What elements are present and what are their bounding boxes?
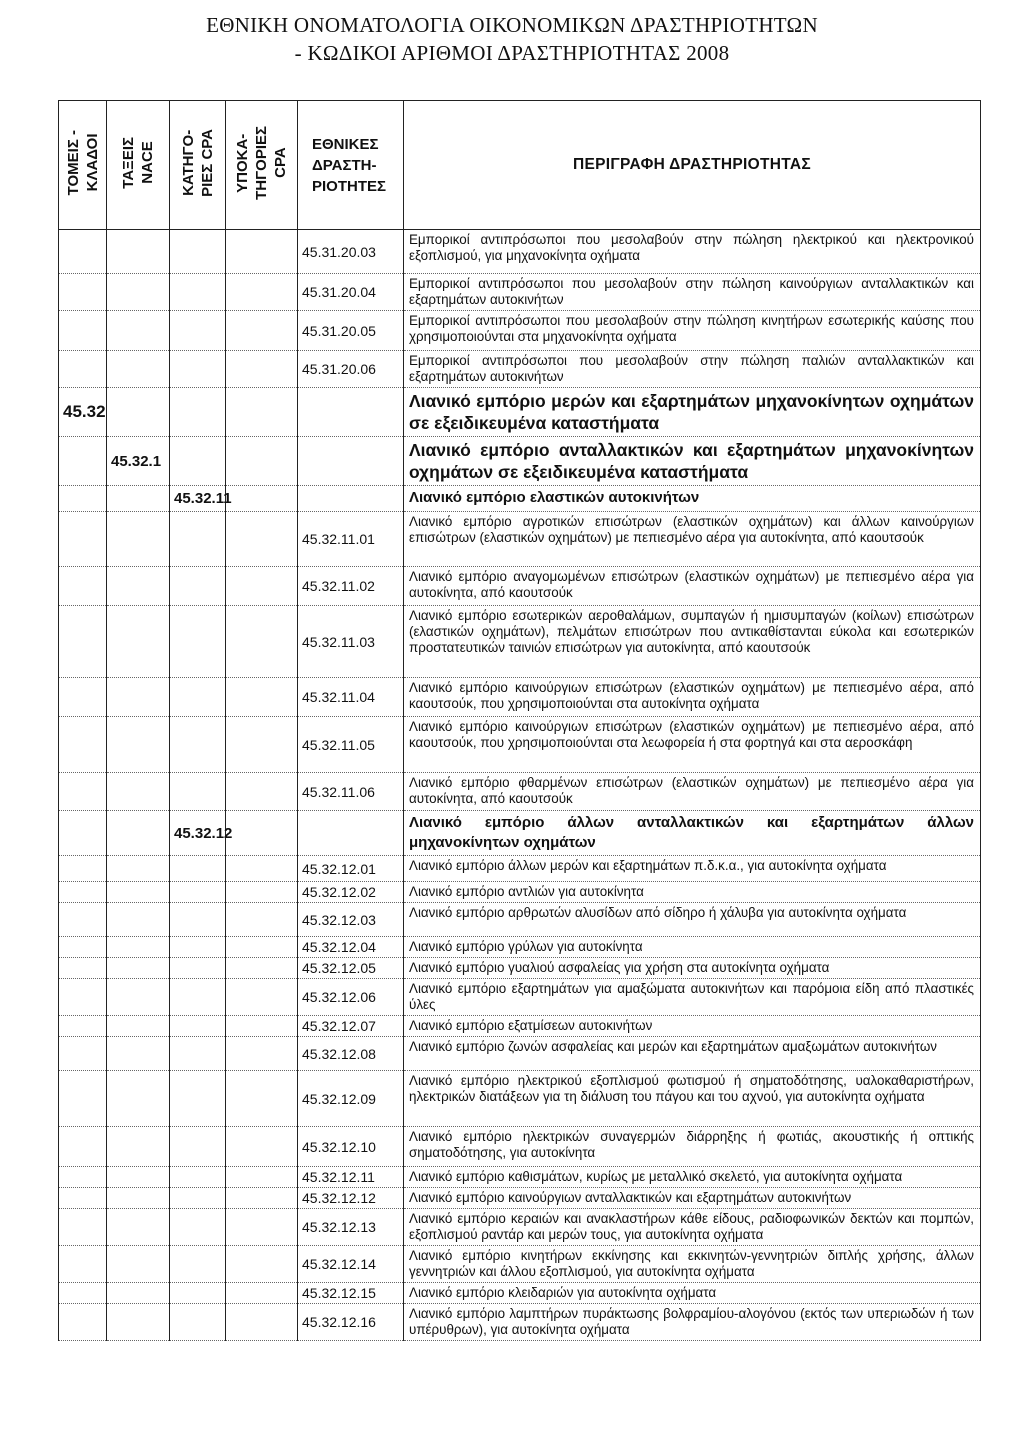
- class-code: [107, 979, 170, 1016]
- national-code: 45.32.11.01: [298, 512, 404, 567]
- activity-description: Λιανικό εμπόριο ελαστικών αυτοκινήτων: [404, 486, 981, 512]
- sector-code: [59, 1188, 107, 1209]
- table-row: [59, 1304, 981, 1341]
- category-code: 45.32.11: [170, 486, 226, 512]
- class-code: [107, 937, 170, 958]
- sector-code: [59, 1127, 107, 1167]
- activity-description: Λιανικό εμπόριο καινούργιων επισώτρων (ελαστικών οχημάτων) με πεπιεσμένο αέρα, από καουτσούκ, που χρησιμοποιούνται στα λεωφορεία ή στα φορτηγά και στα αεροσκάφη: [404, 717, 981, 773]
- class-code: [107, 1167, 170, 1188]
- class-code: [107, 230, 170, 274]
- national-code: 45.32.12.10: [298, 1127, 404, 1167]
- category-code: [170, 1188, 226, 1209]
- national-code: 45.32.12.03: [298, 903, 404, 937]
- sector-code: 45.32: [59, 388, 107, 437]
- subcategory-code: [226, 903, 298, 937]
- subcategory-code: [226, 311, 298, 351]
- table-row: [59, 486, 981, 512]
- sector-code: [59, 1283, 107, 1304]
- table-row: [59, 230, 981, 274]
- sector-code: [59, 773, 107, 811]
- activity-description: Λιανικό εμπόριο φθαρμένων επισώτρων (ελαστικών οχημάτων) με πεπιεσμένο αέρα για αυτοκίνητα, από καουτσούκ: [404, 773, 981, 811]
- national-code: 45.32.12.07: [298, 1016, 404, 1037]
- activity-description: Λιανικό εμπόριο καθισμάτων, κυρίως με μεταλλικό σκελετό, για αυτοκίνητα οχήματα: [404, 1167, 981, 1188]
- class-code: [107, 1127, 170, 1167]
- col-categories-header: ΚΑΤΗΓΟ- ΡΙΕΣ CPA: [170, 101, 226, 230]
- sector-code: [59, 811, 107, 856]
- category-code: [170, 937, 226, 958]
- sector-code: [59, 274, 107, 311]
- category-code: [170, 717, 226, 773]
- col-sectors-header: ΤΟΜΕΙΣ - ΚΛΑΔΟΙ: [59, 101, 107, 230]
- activity-description: Εμπορικοί αντιπρόσωποι που μεσολαβούν στην πώληση παλιών ανταλλακτικών και εξαρτημάτων αυτοκινήτων: [404, 351, 981, 388]
- sector-code: [59, 1304, 107, 1341]
- activity-description: Λιανικό εμπόριο ανταλλακτικών και εξαρτημάτων μηχανοκίνητων οχημάτων σε εξειδικευμένα καταστήματα: [404, 437, 981, 486]
- col-national-header: ΕΘΝΙΚΕΣ ΔΡΑΣΤΗ- ΡΙΟΤΗΤΕΣ: [298, 101, 404, 230]
- class-code: [107, 351, 170, 388]
- national-code: 45.32.12.11: [298, 1167, 404, 1188]
- sector-code: [59, 678, 107, 717]
- category-code: [170, 903, 226, 937]
- sector-code: [59, 937, 107, 958]
- subcategory-code: [226, 486, 298, 512]
- subcategory-code: [226, 1127, 298, 1167]
- subcategory-code: [226, 678, 298, 717]
- table-row: [59, 351, 981, 388]
- table-row: [59, 437, 981, 486]
- subcategory-code: [226, 958, 298, 979]
- activity-description: Λιανικό εμπόριο κεραιών και ανακλαστήρων κάθε είδους, ραδιοφωνικών δεκτών και πομπών, εξοπλισμού ραντάρ και μερών τους, για αυτοκίνητα οχήματα: [404, 1209, 981, 1246]
- category-code: [170, 1071, 226, 1127]
- category-code: [170, 1283, 226, 1304]
- sector-code: [59, 856, 107, 882]
- activity-description: Εμπορικοί αντιπρόσωποι που μεσολαβούν στην πώληση καινούργιων ανταλλακτικών και εξαρτημάτων αυτοκινήτων: [404, 274, 981, 311]
- class-code: [107, 1209, 170, 1246]
- table-row: [59, 856, 981, 882]
- subcategory-code: [226, 437, 298, 486]
- class-code: [107, 678, 170, 717]
- subcategory-code: [226, 1246, 298, 1283]
- sector-code: [59, 606, 107, 678]
- category-code: [170, 437, 226, 486]
- category-code: [170, 979, 226, 1016]
- category-code: [170, 1037, 226, 1071]
- national-code: 45.32.12.15: [298, 1283, 404, 1304]
- class-code: [107, 882, 170, 903]
- table-row: [59, 1071, 981, 1127]
- national-code: [298, 437, 404, 486]
- subcategory-code: [226, 1304, 298, 1341]
- class-code: [107, 1246, 170, 1283]
- subcategory-code: [226, 811, 298, 856]
- col-subcategories-header: ΥΠΟΚΑ- ΤΗΓΟΡΙΕΣ CPA: [226, 101, 298, 230]
- category-code: [170, 1016, 226, 1037]
- national-code: 45.32.12.06: [298, 979, 404, 1016]
- activity-description: Λιανικό εμπόριο κλειδαριών για αυτοκίνητα οχήματα: [404, 1283, 981, 1304]
- category-code: [170, 1209, 226, 1246]
- class-code: [107, 486, 170, 512]
- national-code: 45.31.20.05: [298, 311, 404, 351]
- table-row: [59, 1016, 981, 1037]
- col-classes-header: ΤΑΞΕΙΣ NACE: [107, 101, 170, 230]
- category-code: [170, 678, 226, 717]
- national-code: 45.32.11.06: [298, 773, 404, 811]
- subcategory-code: [226, 230, 298, 274]
- class-code: [107, 717, 170, 773]
- category-code: [170, 274, 226, 311]
- subcategory-code: [226, 567, 298, 606]
- activity-description: Λιανικό εμπόριο ηλεκτρικών συναγερμών διάρρηξης ή φωτιάς, ακουστικής ή οπτικής σηματοδότησης, για αυτοκίνητα: [404, 1127, 981, 1167]
- activity-description: Λιανικό εμπόριο άλλων μερών και εξαρτημάτων π.δ.κ.α., για αυτοκίνητα οχήματα: [404, 856, 981, 882]
- sector-code: [59, 979, 107, 1016]
- category-code: [170, 388, 226, 437]
- class-code: [107, 856, 170, 882]
- national-code: [298, 388, 404, 437]
- category-code: [170, 230, 226, 274]
- national-code: [298, 486, 404, 512]
- category-code: [170, 958, 226, 979]
- subcategory-code: [226, 1016, 298, 1037]
- category-code: [170, 856, 226, 882]
- sector-code: [59, 567, 107, 606]
- class-code: [107, 1037, 170, 1071]
- subcategory-code: [226, 606, 298, 678]
- table-header-row: [59, 101, 981, 230]
- category-code: [170, 351, 226, 388]
- document-subtitle: - ΚΩΔΙΚΟΙ ΑΡΙΘΜΟΙ ΔΡΑΣΤΗΡΙΟΤΗΤΑΣ 2008: [294, 41, 730, 65]
- subcategory-code: [226, 351, 298, 388]
- sector-code: [59, 958, 107, 979]
- category-code: 45.32.12: [170, 811, 226, 856]
- activity-description: Λιανικό εμπόριο αρθρωτών αλυσίδων από σίδηρο ή χάλυβα για αυτοκίνητα οχήματα: [404, 903, 981, 937]
- category-code: [170, 882, 226, 903]
- activity-description: Λιανικό εμπόριο εξαρτημάτων για αμαξώματα αυτοκινήτων και παρόμοια είδη από πλαστικές ύλες: [404, 979, 981, 1016]
- sector-code: [59, 437, 107, 486]
- category-code: [170, 311, 226, 351]
- class-code: [107, 567, 170, 606]
- activity-description: Λιανικό εμπόριο ζωνών ασφαλείας και μερών και εξαρτημάτων αμαξωμάτων αυτοκινήτων: [404, 1037, 981, 1071]
- sector-code: [59, 311, 107, 351]
- activity-codes-table: [58, 100, 981, 1341]
- table-row: [59, 678, 981, 717]
- subcategory-code: [226, 1283, 298, 1304]
- subcategory-code: [226, 773, 298, 811]
- class-code: [107, 773, 170, 811]
- activity-description: Λιανικό εμπόριο γυαλιού ασφαλείας για χρήση στα αυτοκίνητα οχήματα: [404, 958, 981, 979]
- class-code: [107, 1304, 170, 1341]
- table-row: [59, 388, 981, 437]
- table-row: [59, 1167, 981, 1188]
- table-row: [59, 274, 981, 311]
- national-code: 45.32.11.03: [298, 606, 404, 678]
- subcategory-code: [226, 856, 298, 882]
- sector-code: [59, 1037, 107, 1071]
- subcategory-code: [226, 979, 298, 1016]
- national-code: 45.32.12.01: [298, 856, 404, 882]
- table-row: [59, 311, 981, 351]
- category-code: [170, 773, 226, 811]
- class-code: [107, 388, 170, 437]
- subcategory-code: [226, 274, 298, 311]
- table-row: [59, 979, 981, 1016]
- activity-description: Λιανικό εμπόριο εσωτερικών αεροθαλάμων, συμπαγών ή ημισυμπαγών (κοίλων) επισώτρων (ελαστικών οχημάτων), πελμάτων επισώτρων που αντικαθίστανται εύκολα και εσωτερικών προστατευτικών ταινιών επισώτρων για αυτοκίνητα, από καουτσούκ: [404, 606, 981, 678]
- table-row: [59, 773, 981, 811]
- category-code: [170, 567, 226, 606]
- sector-code: [59, 903, 107, 937]
- activity-description: Λιανικό εμπόριο μερών και εξαρτημάτων μηχανοκίνητων οχημάτων σε εξειδικευμένα καταστήματα: [404, 388, 981, 437]
- class-code: [107, 958, 170, 979]
- class-code: [107, 512, 170, 567]
- activity-description: Λιανικό εμπόριο αντλιών για αυτοκίνητα: [404, 882, 981, 903]
- sector-code: [59, 512, 107, 567]
- national-code: 45.31.20.06: [298, 351, 404, 388]
- activity-description: Λιανικό εμπόριο άλλων ανταλλακτικών και εξαρτημάτων άλλων μηχανοκίνητων οχημάτων: [404, 811, 981, 856]
- national-code: 45.31.20.04: [298, 274, 404, 311]
- activity-description: Λιανικό εμπόριο ηλεκτρικού εξοπλισμού φωτισμού ή σηματοδότησης, υαλοκαθαριστήρων, ηλεκτρικών διατάξεων για τη διάλυση του πάγου και του αχνού, για αυτοκίνητα οχήματα: [404, 1071, 981, 1127]
- national-code: 45.31.20.03: [298, 230, 404, 274]
- col-description-header: ΠΕΡΙΓΡΑΦΗ ΔΡΑΣΤΗΡΙΟΤΗΤΑΣ: [404, 101, 981, 230]
- class-code: [107, 811, 170, 856]
- sector-code: [59, 1209, 107, 1246]
- sector-code: [59, 486, 107, 512]
- national-code: 45.32.12.14: [298, 1246, 404, 1283]
- sector-code: [59, 1016, 107, 1037]
- category-code: [170, 1167, 226, 1188]
- table-row: [59, 606, 981, 678]
- table-row: [59, 1127, 981, 1167]
- table-row: [59, 1209, 981, 1246]
- national-code: 45.32.11.04: [298, 678, 404, 717]
- subcategory-code: [226, 1037, 298, 1071]
- class-code: [107, 1071, 170, 1127]
- subcategory-code: [226, 1188, 298, 1209]
- national-code: 45.32.12.04: [298, 937, 404, 958]
- class-code: [107, 1188, 170, 1209]
- national-code: 45.32.12.08: [298, 1037, 404, 1071]
- sector-code: [59, 230, 107, 274]
- sector-code: [59, 351, 107, 388]
- class-code: [107, 606, 170, 678]
- category-code: [170, 606, 226, 678]
- class-code: [107, 1283, 170, 1304]
- document-title: ΕΘΝΙΚΗ ΟΝΟΜΑΤΟΛΟΓΙΑ ΟΙΚΟΝΟΜΙΚΩΝ ΔΡΑΣΤΗΡΙΟΤΗΤΩΝ: [206, 13, 818, 37]
- class-code: [107, 311, 170, 351]
- activity-description: Λιανικό εμπόριο λαμπτήρων πυράκτωσης βολφραμίου-αλογόνου (εκτός των υπεριωδών ή των υπέρυθρων), για αυτοκίνητα οχήματα: [404, 1304, 981, 1341]
- national-code: 45.32.11.02: [298, 567, 404, 606]
- table-row: [59, 1246, 981, 1283]
- subcategory-code: [226, 882, 298, 903]
- sector-code: [59, 1246, 107, 1283]
- class-code: 45.32.1: [107, 437, 170, 486]
- table-row: [59, 717, 981, 773]
- sector-code: [59, 717, 107, 773]
- category-code: [170, 1127, 226, 1167]
- activity-description: Λιανικό εμπόριο καινούργιων επισώτρων (ελαστικών οχημάτων) με πεπιεσμένο αέρα, από καουτσούκ, που χρησιμοποιούνται στα αυτοκίνητα οχήματα: [404, 678, 981, 717]
- activity-description: Λιανικό εμπόριο καινούργιων ανταλλακτικών και εξαρτημάτων αυτοκινήτων: [404, 1188, 981, 1209]
- sector-code: [59, 1071, 107, 1127]
- national-code: 45.32.12.09: [298, 1071, 404, 1127]
- national-code: 45.32.12.13: [298, 1209, 404, 1246]
- subcategory-code: [226, 1071, 298, 1127]
- national-code: 45.32.12.16: [298, 1304, 404, 1341]
- activity-description: Εμπορικοί αντιπρόσωποι που μεσολαβούν στην πώληση κινητήρων εσωτερικής καύσης που χρησιμοποιούνται στα μηχανοκίνητα οχήματα: [404, 311, 981, 351]
- category-code: [170, 512, 226, 567]
- table-row: [59, 1283, 981, 1304]
- sector-code: [59, 1167, 107, 1188]
- class-code: [107, 903, 170, 937]
- table-row: [59, 1037, 981, 1071]
- national-code: 45.32.12.12: [298, 1188, 404, 1209]
- subcategory-code: [226, 1167, 298, 1188]
- national-code: 45.32.12.05: [298, 958, 404, 979]
- table-row: [59, 882, 981, 903]
- activity-description: Λιανικό εμπόριο εξατμίσεων αυτοκινήτων: [404, 1016, 981, 1037]
- table-row: [59, 1188, 981, 1209]
- activity-description: Λιανικό εμπόριο κινητήρων εκκίνησης και εκκινητών-γεννητριών διπλής χρήσης, άλλων γεννητριών και άλλου εξοπλισμού, για αυτοκίνητα οχήματα: [404, 1246, 981, 1283]
- activity-description: Εμπορικοί αντιπρόσωποι που μεσολαβούν στην πώληση ηλεκτρικού και ηλεκτρονικού εξοπλισμού, για μηχανοκίνητα οχήματα: [404, 230, 981, 274]
- national-code: 45.32.12.02: [298, 882, 404, 903]
- table-row: [59, 811, 981, 856]
- subcategory-code: [226, 1209, 298, 1246]
- sector-code: [59, 882, 107, 903]
- subcategory-code: [226, 512, 298, 567]
- class-code: [107, 274, 170, 311]
- table-row: [59, 958, 981, 979]
- table-row: [59, 567, 981, 606]
- category-code: [170, 1304, 226, 1341]
- subcategory-code: [226, 717, 298, 773]
- national-code: 45.32.11.05: [298, 717, 404, 773]
- table-row: [59, 937, 981, 958]
- class-code: [107, 1016, 170, 1037]
- table-row: [59, 903, 981, 937]
- national-code: [298, 811, 404, 856]
- activity-description: Λιανικό εμπόριο γρύλων για αυτοκίνητα: [404, 937, 981, 958]
- subcategory-code: [226, 388, 298, 437]
- category-code: [170, 1246, 226, 1283]
- table-row: [59, 512, 981, 567]
- activity-description: Λιανικό εμπόριο αναγομωμένων επισώτρων (ελαστικών οχημάτων) με πεπιεσμένο αέρα για αυτοκίνητα, από καουτσούκ: [404, 567, 981, 606]
- activity-description: Λιανικό εμπόριο αγροτικών επισώτρων (ελαστικών οχημάτων) και άλλων καινούργιων επισώτρων (ελαστικών οχημάτων) με πεπιεσμένο αέρα για αυτοκίνητα, από καουτσούκ: [404, 512, 981, 567]
- subcategory-code: [226, 937, 298, 958]
